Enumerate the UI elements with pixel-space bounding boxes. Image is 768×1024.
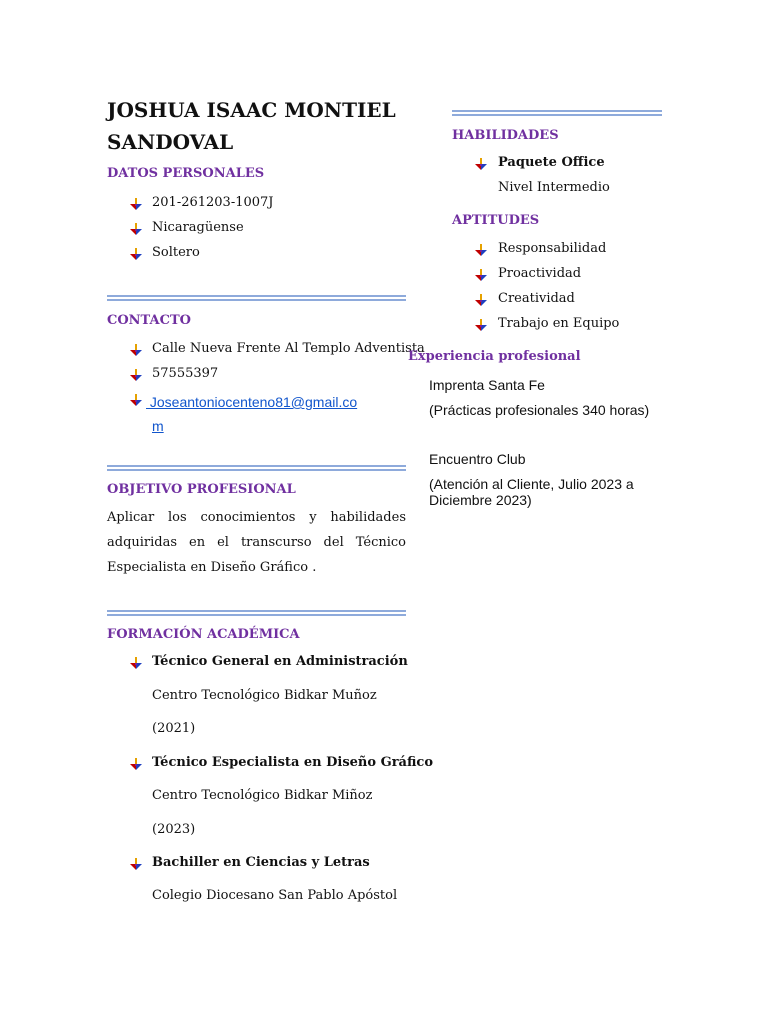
contact-phone: 57555397 <box>152 366 219 381</box>
job-detail: (Prácticas profesionales 340 horas) <box>429 402 650 418</box>
arrow-bullet-icon <box>475 294 487 306</box>
section-divider <box>107 610 406 616</box>
job-detail: (Atención al Cliente, Julio 2023 a <box>429 476 634 492</box>
email-line-2[interactable]: m <box>152 418 164 434</box>
aptitude-item: Trabajo en Equipo <box>498 316 620 331</box>
contact-address: Calle Nueva Frente Al Templo Adventista <box>152 341 425 356</box>
arrow-bullet-icon <box>130 394 142 406</box>
arrow-bullet-icon <box>130 758 142 770</box>
arrow-bullet-icon <box>130 248 142 260</box>
section-divider <box>452 110 662 116</box>
job-detail: Diciembre 2023) <box>429 492 532 508</box>
email-line-1[interactable]: Joseantoniocenteno81@gmail.co <box>146 394 358 410</box>
education-year: (2023) <box>152 822 196 837</box>
arrow-bullet-icon <box>475 244 487 256</box>
section-divider <box>107 295 406 301</box>
arrow-bullet-icon <box>475 158 487 170</box>
arrow-bullet-icon <box>130 344 142 356</box>
arrow-bullet-icon <box>130 369 142 381</box>
arrow-bullet-icon <box>475 269 487 281</box>
section-title-experiencia: Experiencia profesional <box>408 349 581 364</box>
section-title-formacion: FORMACIÓN ACADÉMICA <box>107 627 300 642</box>
arrow-bullet-icon <box>130 198 142 210</box>
personal-nationality: Nicaragüense <box>152 220 244 235</box>
section-title-objetivo: OBJETIVO PROFESIONAL <box>107 482 296 497</box>
personal-civil-status: Soltero <box>152 245 200 260</box>
education-year: (2021) <box>152 721 196 736</box>
arrow-bullet-icon <box>130 223 142 235</box>
contact-email-link[interactable] <box>146 390 366 438</box>
aptitude-item: Proactividad <box>498 266 582 281</box>
education-degree: Bachiller en Ciencias y Letras <box>152 855 370 870</box>
aptitude-item: Responsabilidad <box>498 241 607 256</box>
arrow-bullet-icon <box>130 657 142 669</box>
section-title-contacto: CONTACTO <box>107 313 191 328</box>
skill-item: Paquete Office <box>498 155 605 170</box>
arrow-bullet-icon <box>475 319 487 331</box>
education-school: Centro Tecnológico Bidkar Miñoz <box>152 788 373 803</box>
section-divider <box>107 465 406 471</box>
aptitude-item: Creatividad <box>498 291 575 306</box>
education-school: Centro Tecnológico Bidkar Muñoz <box>152 688 377 703</box>
personal-id: 201-261203-1007J <box>152 195 274 210</box>
section-title-datos-personales: DATOS PERSONALES <box>107 166 265 181</box>
candidate-name: JOSHUA ISAAC MONTIEL SANDOVAL <box>107 98 396 154</box>
section-title-aptitudes: APTITUDES <box>452 213 540 228</box>
objective-text: Aplicar los conocimientos y habilidades adquiridas en el transcurso del Técnico Especialista en Diseño Gráfico . <box>107 510 406 575</box>
education-degree: Técnico General en Administración <box>152 654 408 669</box>
job-place: Encuentro Club <box>429 451 526 467</box>
job-place: Imprenta Santa Fe <box>429 377 545 393</box>
arrow-bullet-icon <box>130 858 142 870</box>
skill-level: Nivel Intermedio <box>498 180 610 195</box>
section-title-habilidades: HABILIDADES <box>452 128 559 143</box>
education-school: Colegio Diocesano San Pablo Apóstol <box>152 888 398 903</box>
education-degree: Técnico Especialista en Diseño Gráfico <box>152 755 433 770</box>
